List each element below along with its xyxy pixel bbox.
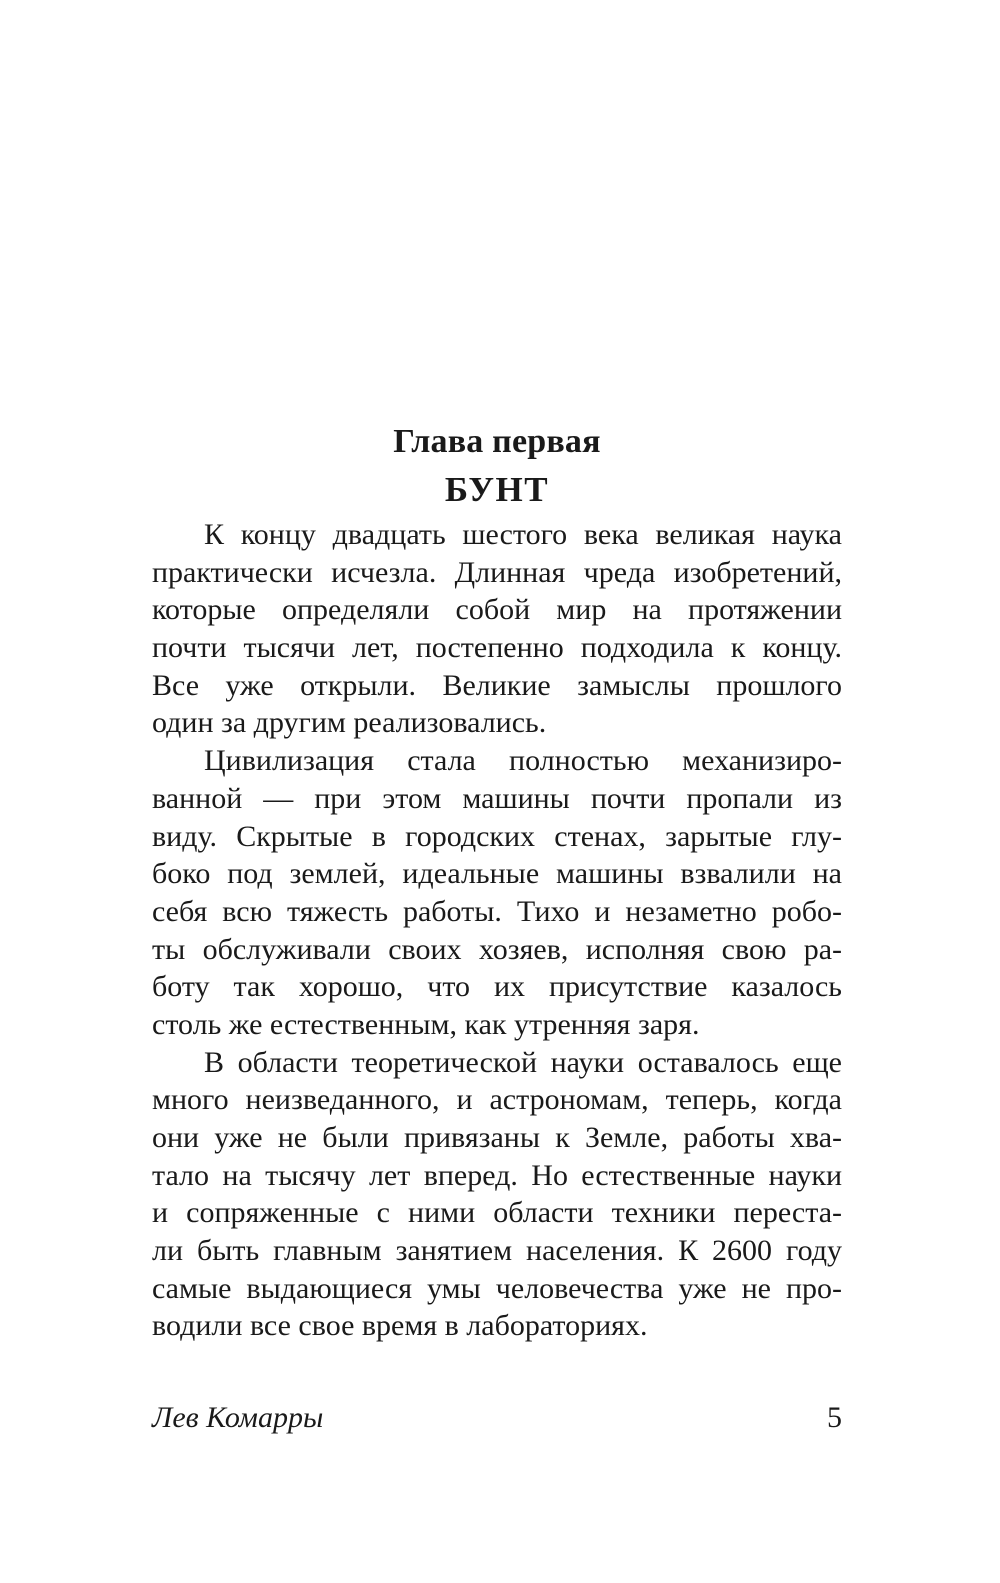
text-line: тало на тысячу лет вперед. Но естественные науки (152, 1158, 842, 1192)
chapter-title: БУНТ (444, 470, 550, 509)
body-text (152, 516, 842, 1345)
text-line: много неизведанного, и астрономам, теперь, когда (152, 1083, 842, 1117)
text-line: Цивилизация стала полностью механизиро- (204, 744, 842, 778)
text-line: почти тысячи лет, постепенно подходила к концу. (152, 631, 842, 665)
text-line: виду. Скрытые в городских стенах, зарытые глу- (152, 819, 842, 853)
text-line: и сопряженные с ними области техники переста- (152, 1196, 842, 1230)
text-line: боко под землей, идеальные машины взвалили на (152, 857, 842, 891)
page-footer (152, 1398, 842, 1438)
text-line: ли быть главным занятием населения. К 2600 году (152, 1234, 842, 1268)
paragraph (152, 742, 842, 1044)
text-line: которые определяли собой мир на протяжении (152, 593, 842, 627)
text-line: практически исчезла. Длинная чреда изобретений, (152, 555, 842, 589)
text-line: они уже не были привязаны к Земле, работы хва- (152, 1121, 842, 1154)
running-footer-author: Лев Комарры (152, 1401, 324, 1434)
text-line: себя всю тяжесть работы. Тихо и незаметно робо- (152, 894, 842, 928)
paragraph (152, 516, 842, 742)
chapter-number: Глава первая (393, 423, 601, 460)
text-line: самые выдающиеся умы человечества уже не про- (152, 1271, 842, 1305)
text-line: В области теоретической науки оставалось еще (204, 1045, 842, 1079)
page-number: 5 (827, 1401, 842, 1434)
text-line: Все уже открыли. Великие замыслы прошлого (152, 668, 842, 702)
text-line: один за другим реализовались. (152, 706, 547, 740)
text-line: ты обслуживали своих хозяев, исполняя свою ра- (152, 932, 842, 966)
chapter-heading (152, 418, 842, 514)
text-line: водили все свое время в лабораториях. (152, 1309, 648, 1343)
text-line: К концу двадцать шестого века великая наука (204, 518, 842, 551)
text-line: ванной — при этом машины почти пропали из (152, 781, 842, 815)
paragraph (152, 1044, 842, 1346)
text-line: столь же естественным, как утренняя заря. (152, 1007, 700, 1041)
text-line: боту так хорошо, что их присутствие казалось (152, 970, 842, 1004)
